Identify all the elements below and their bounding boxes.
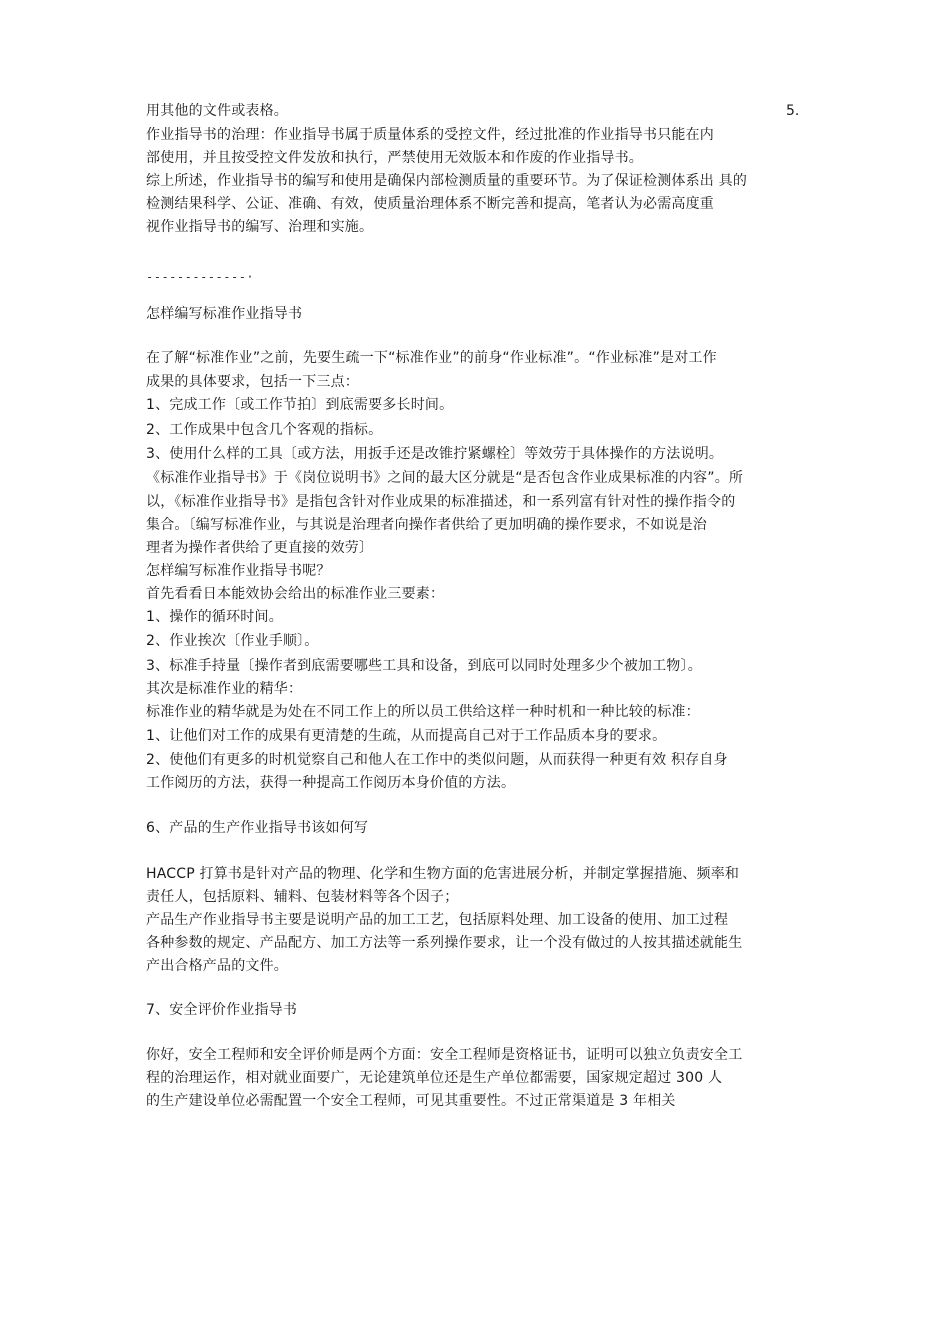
paragraph-line: 其次是标准作业的精华：	[146, 681, 303, 697]
paragraph-line: 作业指导书的治理：作业指导书属于质量体系的受控文件，经过批准的作业指导书只能在内	[146, 127, 714, 143]
paragraph-line: 你好，安全工程师和安全评价师是两个方面：安全工程师是资格证书，证明可以独立负责安全工	[146, 1047, 743, 1063]
paragraph-line: 怎样编写标准作业指导书呢？	[146, 563, 331, 579]
paragraph-line: 集合。〔编写标准作业，与其说是治理者向操作者供给了更加明确的操作要求，不如说是治	[146, 517, 707, 533]
paragraph-line: 的生产建设单位必需配置一个安全工程师，可见其重要性。不过正常渠道是 3 年相关	[146, 1093, 676, 1109]
paragraph-line: 程的治理运作，相对就业面要广，无论建筑单位还是生产单位都需要，国家规定超过 300 人	[146, 1070, 723, 1086]
list-item: 2、作业挨次〔作业手顺〕。	[146, 633, 319, 649]
paragraph-line: HACCP 打算书是针对产品的物理、化学和生物方面的危害进展分析，并制定掌握措施、频率和	[146, 866, 740, 882]
paragraph-line: 首先看看日本能效协会给出的标准作业三要素：	[146, 586, 445, 602]
paragraph-line: 综上所述，作业指导书的编写和使用是确保内部检测质量的重要环节。为了保证检测体系出 具的	[146, 173, 748, 189]
paragraph-line: 视作业指导书的编写、治理和实施。	[146, 219, 374, 235]
paragraph-line: 责任人，包括原料、辅料、包装材料等各个因子；	[146, 889, 459, 905]
paragraph-line: 部使用，并且按受控文件发放和执行，严禁使用无效版本和作废的作业指导书。	[146, 150, 643, 166]
paragraph-line: 产出合格产品的文件。	[146, 958, 288, 974]
section-heading: 怎样编写标准作业指导书	[146, 306, 303, 322]
list-item: 1、完成工作〔或工作节拍〕到底需要多长时间。	[146, 397, 454, 413]
paragraph-line: 用其他的文件或表格。	[146, 103, 288, 119]
list-item: 3、使用什么样的工具〔或方法，用扳手还是改锥拧紧螺栓〕等效劳于具体操作的方法说明。	[146, 446, 724, 462]
page-number: 5.	[786, 103, 800, 119]
paragraph-line: 以，《标准作业指导书》是指包含针对作业成果的标准描述，和一系列富有针对性的操作指令的	[146, 494, 736, 510]
paragraph-line: 各种参数的规定、产品配方、加工方法等一系列操作要求，让一个没有做过的人按其描述就能生	[146, 935, 743, 951]
list-item: 2、使他们有更多的时机觉察自己和他人在工作中的类似问题，从而获得一种更有效 积存自身	[146, 752, 728, 768]
paragraph-line: 工作阅历的方法，获得一种提高工作阅历本身价值的方法。	[146, 775, 516, 791]
paragraph-line: 成果的具体要求，包括一下三点：	[146, 374, 359, 390]
section-divider: -------------·	[146, 270, 255, 284]
paragraph-line: 在了解“标准作业”之前，先要生疏一下“标准作业”的前身“作业标准”。“作业标准”是对工作	[146, 350, 717, 366]
paragraph-line: 《标准作业指导书》于《岗位说明书》之间的最大区分就是“是否包含作业成果标准的内容”。所	[146, 470, 744, 486]
paragraph-line: 理者为操作者供给了更直接的效劳〕	[146, 540, 374, 556]
paragraph-line: 产品生产作业指导书主要是说明产品的加工工艺，包括原料处理、加工设备的使用、加工过程	[146, 912, 729, 928]
list-item: 2、工作成果中包含几个客观的指标。	[146, 422, 383, 438]
paragraph-line: 标准作业的精华就是为处在不同工作上的所以员工供给这样一种时机和一种比较的标准：	[146, 704, 700, 720]
list-item: 1、让他们对工作的成果有更清楚的生疏，从而提高自己对于工作品质本身的要求。	[146, 728, 667, 744]
section-heading: 7、安全评价作业指导书	[146, 1002, 298, 1018]
list-item: 3、标准手持量〔操作者到底需要哪些工具和设备，到底可以同时处理多少个被加工物〕。	[146, 658, 702, 674]
paragraph-line: 检测结果科学、公证、准确、有效，使质量治理体系不断完善和提高，笔者认为必需高度重	[146, 196, 714, 212]
section-heading: 6、产品的生产作业指导书该如何写	[146, 820, 369, 836]
list-item: 1、操作的循环时间。	[146, 609, 283, 625]
